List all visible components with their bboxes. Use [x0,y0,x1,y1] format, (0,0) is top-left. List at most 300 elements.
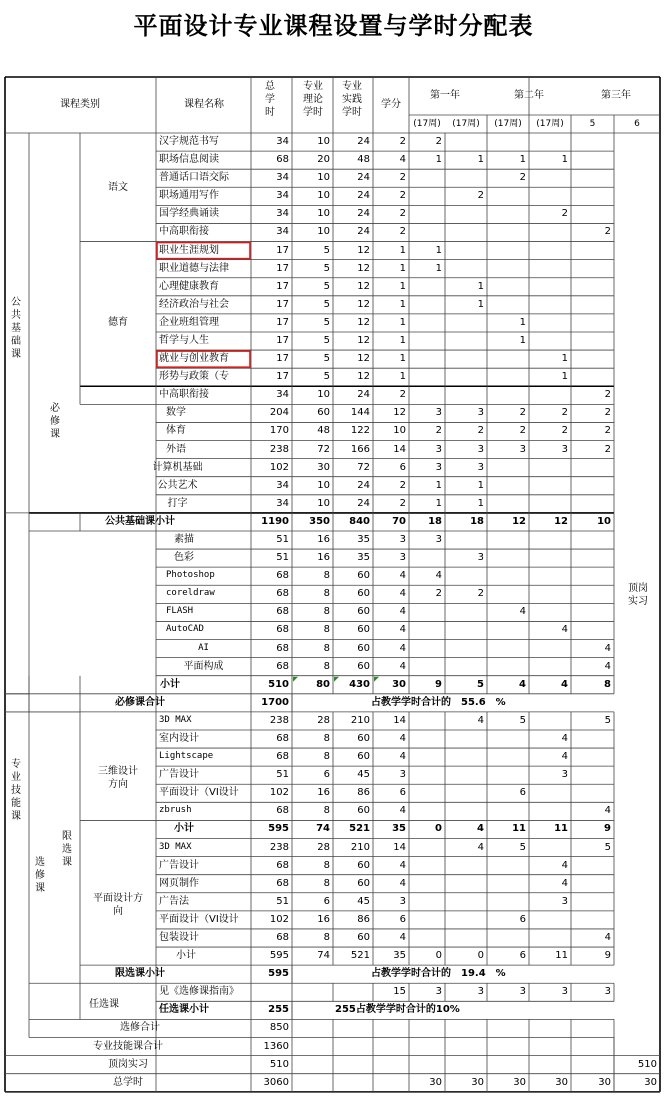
cell-value: 74 [317,950,330,962]
course-name: 广告设计 [159,769,199,781]
cell-value: 2 [604,425,611,437]
cell-value: 5 [323,298,330,310]
cell-value: 4 [561,678,568,690]
course-name: 职场信息阅读 [159,154,219,166]
course-name: 广告法 [159,895,189,907]
course-name: 经济政治与社会 [159,298,229,310]
cell-value: 10 [317,208,330,220]
cell-value: 2 [435,425,442,437]
cell-value: 68 [276,154,289,166]
course-name: 专业技能课合计 [93,1040,163,1052]
cell-value: 4 [399,624,406,636]
course-name: 就业与创业教育 [159,353,229,365]
cell-value: 1 [399,262,406,274]
cell-value: 68 [276,588,289,600]
cell-value: 10 [317,479,330,491]
cell-value: 102 [269,461,289,473]
cell-value: 1 [519,154,526,166]
cell-value: 238 [269,714,289,726]
cell-value: 521 [350,950,370,962]
cell-value: 2 [561,407,568,419]
cell-value: 1190 [261,515,289,527]
cell-value: 68 [276,733,289,744]
cell-value: 2 [604,226,611,238]
cell-value: 2 [604,389,611,401]
cell-value: 3 [435,534,442,546]
cell-value: 238 [269,841,289,853]
cell-value: 204 [269,407,289,419]
cell-value: 24 [357,389,370,401]
cell-value: 10 [393,425,406,437]
course-name: 汉字规范书写 [159,136,219,148]
cell-value: 4 [519,678,526,690]
course-name: 任选课小计 [159,1004,209,1016]
cell-value: 1 [435,262,442,274]
cell-value: 72 [317,443,330,455]
course-name: 限选课小计 [115,968,165,980]
cell-value: 12 [554,515,568,527]
cell-value: 48 [317,425,330,437]
cell-value: 51 [276,769,289,781]
cell-value: 8 [323,859,330,871]
cell-value: 8 [323,751,330,763]
cell-value: 30 [598,1076,611,1088]
cell-value: 11 [512,823,526,835]
cell-value: 122 [350,425,370,437]
cell-value: 5 [604,714,611,726]
cell-value: 5 [323,353,330,365]
cell-value: 4 [561,859,568,871]
cell-value: 1 [477,479,484,491]
cell-value: 35 [393,950,406,962]
cell-value: 595 [269,950,289,962]
cell-value: 595 [268,823,289,835]
cell-value: 4 [477,841,484,853]
cell-value: 2 [399,226,406,238]
cell-value: 10 [317,226,330,238]
page-title: 平面设计专业课程设置与学时分配表 [133,11,534,40]
header-year-2: 第二年 [514,90,544,101]
cell-value: 3 [561,986,568,998]
cell-value: 24 [357,136,370,148]
cell-value: 1 [561,353,568,365]
header-credit: 学分 [381,99,401,110]
cell-value: 10 [317,497,330,509]
cell-value: 170 [269,425,289,437]
cell-value: 80 [316,678,330,690]
cell-value: 4 [399,877,406,889]
cell-value: 24 [357,208,370,220]
cell-value: 4 [399,805,406,817]
cell-value: 1 [519,316,526,328]
cell-value: 51 [276,552,289,564]
cell-value: 350 [309,515,330,527]
cell-value: 510 [269,1058,289,1070]
cell-value: 30 [471,1076,484,1088]
course-name: AI [198,642,209,653]
cell-value: 1 [561,371,568,383]
cell-value: 30 [644,1076,657,1088]
cell-value: 16 [317,913,330,925]
cell-value: 2 [399,136,406,148]
cell-value: 1 [435,479,442,491]
cell-value: 3 [561,769,568,781]
cell-value: 1 [519,335,526,347]
cell-value: 0 [435,950,442,962]
cell-value: 30 [429,1076,442,1088]
cell-value: 4 [477,823,484,835]
cell-value: 34 [276,172,289,184]
cell-value: 1 [399,335,406,347]
cell-value: 12 [357,316,370,328]
cell-value: 24 [357,497,370,509]
cell-value: 12 [393,407,406,419]
course-name: 体育 [166,425,186,437]
cell-value: 4 [399,154,406,166]
cell-value: 5 [604,841,611,853]
cell-value: 11 [555,950,568,962]
group-professional: 专 业 技 能 课 [11,759,21,822]
cell-value: 1 [399,371,406,383]
group-chinese: 语文 [108,182,128,193]
course-name: 顶岗实习 [108,1058,148,1070]
cell-value: 8 [323,877,330,889]
cell-value: 2 [399,497,406,509]
course-name: 色彩 [174,552,194,564]
cell-value: 8 [323,570,330,582]
cell-value: 68 [276,570,289,582]
header-theory-hours: 专业 理论 学时 [303,81,323,118]
cell-value: 1 [477,280,484,292]
cell-value: 17 [276,244,289,256]
course-name: 包装设计 [159,932,199,943]
cell-value: 28 [317,841,330,853]
cell-value: 16 [317,787,330,799]
cell-value: 1700 [261,696,289,708]
cell-value: 3 [399,895,406,907]
cell-value: 6 [519,913,526,925]
cell-value: 4 [435,570,442,582]
course-name: Photoshop [166,570,215,581]
cell-value: 5 [323,244,330,256]
cell-value: 60 [357,588,370,600]
cell-value: 12 [357,262,370,274]
cell-value: 1 [435,497,442,509]
cell-value: 4 [561,877,568,889]
cell-value: 20 [317,154,330,166]
cell-value: 4 [604,932,611,943]
cell-value: 2 [477,190,484,202]
cell-value: 60 [357,606,370,618]
course-name: 哲学与人生 [159,335,209,347]
cell-value: 17 [276,316,289,328]
cell-value: 4 [399,642,406,654]
group-moral: 德育 [108,317,128,328]
course-name: 平面设计（VI设计 [159,787,239,799]
cell-value: 2 [561,208,568,220]
cell-value: 10 [597,515,611,527]
course-name: AutoCAD [166,624,204,635]
cell-value: 17 [276,280,289,292]
course-name: 公共艺术 [157,479,198,491]
cell-value: 2 [399,479,406,491]
cell-value: 35 [392,823,406,835]
cell-value: 1 [561,154,568,166]
cell-value: 68 [276,606,289,618]
cell-value: 9 [435,678,442,690]
cell-value: 6 [519,950,526,962]
cell-value: 18 [428,515,442,527]
cell-value: 3 [477,407,484,419]
cell-value: 1 [399,298,406,310]
cell-value: 2 [399,389,406,401]
cell-value: 210 [350,714,370,726]
cell-value: 60 [357,805,370,817]
cell-value: 144 [350,407,370,419]
cell-value: 521 [349,823,370,835]
cell-value: 3 [435,407,442,419]
cell-value: 60 [357,642,370,654]
cell-value: 6 [399,913,406,925]
cell-value: 45 [357,895,370,907]
cell-value: 12 [357,244,370,256]
cell-value: 35 [357,534,370,546]
cell-value: 68 [276,932,289,943]
cell-value: 2 [435,136,442,148]
course-name: 3D MAX [159,841,192,852]
cell-value: 68 [276,877,289,889]
cell-value: 3 [477,461,484,473]
cell-value: 210 [350,841,370,853]
cell-value: 4 [399,859,406,871]
cell-value: 12 [357,371,370,383]
cell-value: 60 [357,660,370,672]
cell-value: 70 [392,515,406,527]
cell-value: 2 [399,172,406,184]
group-limited: 限 选 课 [62,831,72,868]
course-name: 心理健康教育 [159,280,219,292]
course-name: 素描 [174,534,194,546]
cell-value: 51 [276,895,289,907]
cell-value: 1 [477,497,484,509]
cell-value: 68 [276,660,289,672]
cell-value: 8 [323,660,330,672]
cell-value: 8 [323,642,330,654]
cell-value: 2 [399,190,406,202]
cell-value: 17 [276,262,289,274]
cell-value: 6 [399,787,406,799]
cell-value: 60 [357,932,370,943]
ratio-note: 255占教学学时合计的10% [335,1004,460,1016]
cell-value: 24 [357,190,370,202]
course-name: 职业生涯规划 [159,244,219,256]
cell-value: 430 [349,678,370,690]
cell-value: 18 [470,515,484,527]
cell-value: 1 [435,154,442,166]
cell-value: 4 [604,805,611,817]
cell-value: 30 [317,461,330,473]
cell-value: 255 [268,1004,289,1016]
cell-value: 166 [350,443,370,455]
internship-merged-label: 顶岗 实习 [628,583,648,607]
cell-value: 14 [393,443,406,455]
cell-value: 2 [519,172,526,184]
cell-value: 2 [477,425,484,437]
cell-value: 3 [399,534,406,546]
cell-value: 17 [276,353,289,365]
cell-value: 3 [435,443,442,455]
cell-value: 60 [357,751,370,763]
cell-value: 8 [323,624,330,636]
cell-value: 1 [477,298,484,310]
cell-value: 510 [637,1058,657,1070]
cell-value: 5 [323,335,330,347]
cell-value: 8 [604,678,611,690]
cell-value: 1 [399,353,406,365]
cell-value: 1 [435,244,442,256]
cell-value: 5 [323,371,330,383]
cell-value: 34 [276,497,289,509]
cell-value: 86 [357,913,370,925]
cell-value: 5 [323,262,330,274]
cell-value: 8 [323,805,330,817]
cell-value: 6 [519,787,526,799]
course-name: FLASH [166,606,194,617]
header-week-4: (17周) [536,119,564,129]
cell-value: 3 [477,986,484,998]
cell-value: 34 [276,479,289,491]
cell-value: 3 [604,986,611,998]
cell-value: 48 [357,154,370,166]
cell-value: 5 [477,678,484,690]
course-name: 计算机基础 [152,461,203,473]
cell-value: 34 [276,226,289,238]
course-name: 网页制作 [159,877,199,889]
cell-value: 595 [268,968,289,980]
cell-value: 4 [561,733,568,744]
cell-value: 1 [399,316,406,328]
cell-value: 8 [323,932,330,943]
course-name: 职业道德与法律 [159,262,229,274]
cell-value: 1 [399,280,406,292]
course-name: 小计 [176,950,196,962]
ratio-note: 占教学学时合计的 55.6 % [371,696,506,708]
course-name: 见《选修课指南》 [159,986,239,998]
cell-value: 2 [477,588,484,600]
header-year-1: 第一年 [430,90,460,101]
header-total-hours: 总 学 时 [265,81,275,118]
course-name: coreldraw [166,588,215,599]
cell-value: 12 [512,515,526,527]
cell-value: 68 [276,805,289,817]
cell-value: 60 [317,407,330,419]
group-public-basic: 公 共 基 础 课 [11,297,21,360]
cell-value: 14 [393,841,406,853]
cell-value: 68 [276,624,289,636]
cell-value: 24 [357,172,370,184]
course-name: 选修合计 [120,1022,160,1034]
cell-value: 10 [317,136,330,148]
cell-value: 12 [357,335,370,347]
ratio-note: 占教学学时合计的 19.4 % [371,968,506,980]
group-3d-direction: 三维设计 方向 [98,766,138,790]
course-name: 公共基础课小计 [105,515,175,527]
cell-value: 5 [519,841,526,853]
cell-value: 24 [357,479,370,491]
cell-value: 30 [513,1076,526,1088]
cell-value: 9 [604,823,611,835]
cell-value: 850 [269,1022,289,1034]
cell-value: 2 [604,407,611,419]
course-name: 国学经典诵读 [159,208,219,220]
course-name: 小计 [160,678,180,690]
cell-value: 3 [435,986,442,998]
cell-value: 68 [276,642,289,654]
course-name: 3D MAX [159,714,192,725]
course-name: 形势与政策（专 [159,371,229,383]
header-week-1: (17周) [413,119,441,129]
cell-value: 24 [357,226,370,238]
cell-value: 6 [323,769,330,781]
cell-value: 60 [357,859,370,871]
course-name: 外语 [166,443,186,455]
cell-value: 30 [555,1076,568,1088]
header-week-5: 5 [589,119,596,129]
course-name: 室内设计 [159,733,199,744]
course-name: 广告设计 [159,859,199,871]
cell-value: 4 [399,588,406,600]
course-name: 平面构成 [183,660,224,672]
cell-value: 4 [399,751,406,763]
cell-value: 1360 [263,1040,289,1052]
cell-value: 3 [435,461,442,473]
cell-value: 34 [276,136,289,148]
cell-value: 2 [435,588,442,600]
cell-value: 74 [316,823,330,835]
cell-value: 840 [349,515,370,527]
cell-value: 34 [276,208,289,220]
cell-value: 12 [357,298,370,310]
cell-value: 8 [323,606,330,618]
cell-value: 34 [276,389,289,401]
course-name: 中高职衔接 [159,389,209,401]
course-name: 数学 [166,407,186,419]
cell-value: 3 [519,443,526,455]
group-required: 必 修 课 [50,403,60,440]
course-name: 总学时 [113,1076,143,1088]
header-name: 课程名称 [184,99,224,110]
cell-value: 4 [399,606,406,618]
cell-value: 3 [477,552,484,564]
cell-value: 2 [604,443,611,455]
cell-value: 6 [399,461,406,473]
course-name: 平面设计（VI设计 [159,913,239,925]
cell-value: 4 [561,751,568,763]
cell-value: 5 [323,316,330,328]
cell-value: 4 [399,570,406,582]
cell-value: 17 [276,298,289,310]
cell-value: 60 [357,733,370,744]
course-name: zbrush [159,805,192,816]
header-week-3: (17周) [494,119,522,129]
cell-value: 11 [554,823,568,835]
course-name: Lightscape [159,751,214,762]
cell-value: 4 [561,624,568,636]
cell-value: 3 [399,552,406,564]
cell-value: 6 [323,895,330,907]
cell-value: 0 [477,950,484,962]
cell-value: 4 [399,932,406,943]
